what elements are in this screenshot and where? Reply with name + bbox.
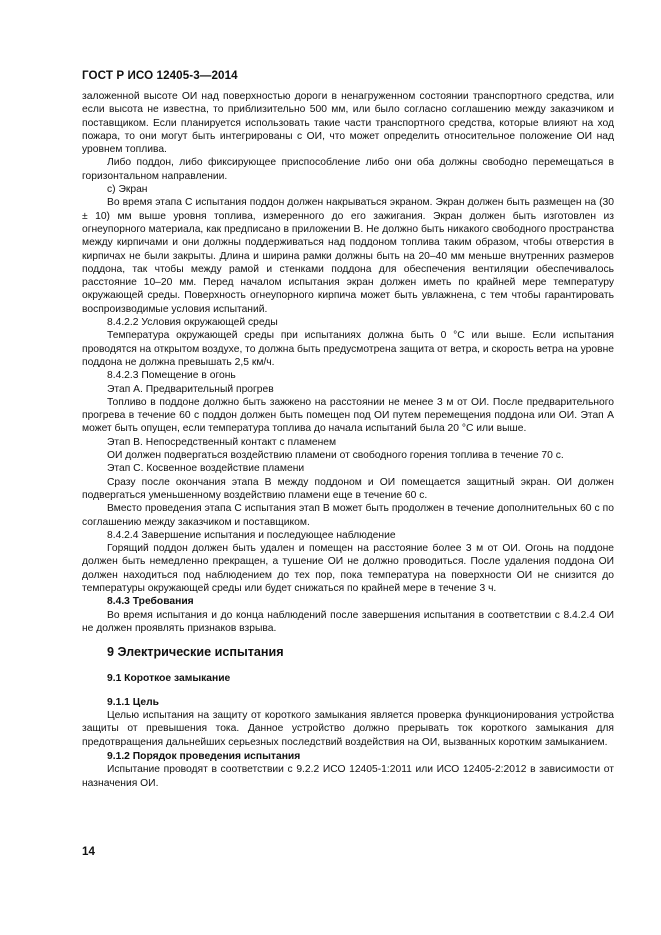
- paragraph: Испытание проводят в соответствии с 9.2.2 ИСО 12405-1:2011 или ИСО 12405-2:2012 в зависимости от назначения ОИ.: [82, 764, 614, 789]
- page-body: [82, 90, 614, 790]
- paragraph: Температура окружающей среды при испытаниях должна быть 0 °С или выше. Если испытания проводятся на открытом воздухе, то должна быть предусмотрена защита от ветра, и скорость ветра на уровне поддона не должна превышать 2,5 км/ч.: [82, 330, 614, 368]
- page-number: 14: [82, 845, 95, 858]
- subsection-heading: 8.4.2.3 Помещение в огонь: [107, 370, 236, 382]
- subsection-heading: 8.4.2.4 Завершение испытания и последующее наблюдение: [107, 529, 396, 541]
- section-heading: 9.1.2 Порядок проведения испытания: [107, 750, 301, 762]
- section-heading-requirements: 8.4.3 Требования: [107, 596, 194, 608]
- paragraph: Горящий поддон должен быть удален и помещен на расстояние более 3 м от ОИ. Огонь на поддоне должен быть немедленно прекращен, а тушение ОИ не должно проводиться. После удаления поддона ОИ должен находиться под наблюдением до тех пор, пока температура на поверхности ОИ не снизится до температуры окружающей среды или будет снижаться по крайней мере в течение 3 ч.: [82, 543, 614, 594]
- section-heading: 9.1 Короткое замыкание: [107, 673, 231, 685]
- paragraph: ОИ должен подвергаться воздействию пламени от свободного горения топлива в течение 70 с.: [107, 450, 564, 462]
- paragraph: Сразу после окончания этапа В между поддоном и ОИ помещается защитный экран. ОИ должен подвергаться уменьшенному воздействию пламени еще в течение 60 с.: [82, 476, 614, 501]
- paragraph: Либо поддон, либо фиксирующее приспособление либо они оба должны свободно перемещаться в горизонтальном направлении.: [82, 157, 614, 182]
- paragraph: Во время испытания и до конца наблюдений после завершения испытания в соответствии с 8.4.2.4 ОИ не должен проявлять признаков взрыва.: [82, 609, 614, 634]
- paragraph: Целью испытания на защиту от короткого замыкания является проверка функционирования устройства защиты от превышения тока. Данное устройство должно прерывать ток короткого замыкания для предотвращения дальнейших серьезных последствий воздействия на ОИ, вызванных коротким замыканием.: [82, 710, 614, 748]
- paragraph: заложенной высоте ОИ над поверхностью дороги в ненагруженном состоянии транспортного средства, или если высота не известна, то приблизительно 500 мм, или было согласно соглашению между заказчиком и поставщиком. Если планируется использовать такие части транспортного средства, которые влияют на ход пожара, то они могут быть интегрированы с ОИ, что может определить относительное положение ОИ над уровнем топлива.: [82, 91, 614, 156]
- paragraph: Топливо в поддоне должно быть зажжено на расстоянии не менее 3 м от ОИ. После предварительного прогрева в течение 60 с поддон должен быть помещен под ОИ путем перемещения поддона или ОИ. Этап А может быть опущен, если температура топлива до начала испытаний была 20 °С или выше.: [82, 396, 614, 435]
- paragraph: Во время этапа С испытания поддон должен накрываться экраном. Экран должен быть размещен на (30 ± 10) мм выше уровня топлива, измеренного до его зажигания. Экран должен быть изготовлен из огнеупорного материала, как предписано в приложении В. Не должно быть никакого свободного пространства между кирпичами и они должны поддерживаться над поддоном топлива таким образом, чтобы отверстия в кирпичах не были закрыты. Длина и ширина рамки должны быть на 20–40 мм меньше внутренних размеров поддона, так чтобы между рамой и стенками поддона для обеспечения вентиляции обеспечивалось расстояние 10–20 мм. Перед началом испытания экран должен иметь по крайней мере температуру окружающей среды. Поверхность огнеупорного кирпича может быть увлажнена, с тем чтобы гарантировать воспроизводимые условия испытаний.: [82, 197, 614, 315]
- stage-heading: Этап А. Предварительный прогрев: [107, 383, 274, 395]
- stage-heading: Этап С. Косвенное воздействие пламени: [107, 463, 305, 475]
- stage-heading: Этап В. Непосредственный контакт с пламенем: [107, 436, 337, 448]
- list-item-c: c) Экран: [107, 184, 148, 196]
- running-header: ГОСТ Р ИСО 12405-3—2014: [82, 69, 238, 82]
- chapter-heading: 9 Электрические испытания: [107, 645, 284, 660]
- paragraph: Вместо проведения этапа С испытания этап В может быть продолжен в течение дополнительных 60 с по соглашению между заказчиком и поставщиком.: [82, 503, 614, 528]
- subsection-heading: 8.4.2.2 Условия окружающей среды: [107, 317, 278, 329]
- section-heading: 9.1.1 Цель: [107, 696, 160, 708]
